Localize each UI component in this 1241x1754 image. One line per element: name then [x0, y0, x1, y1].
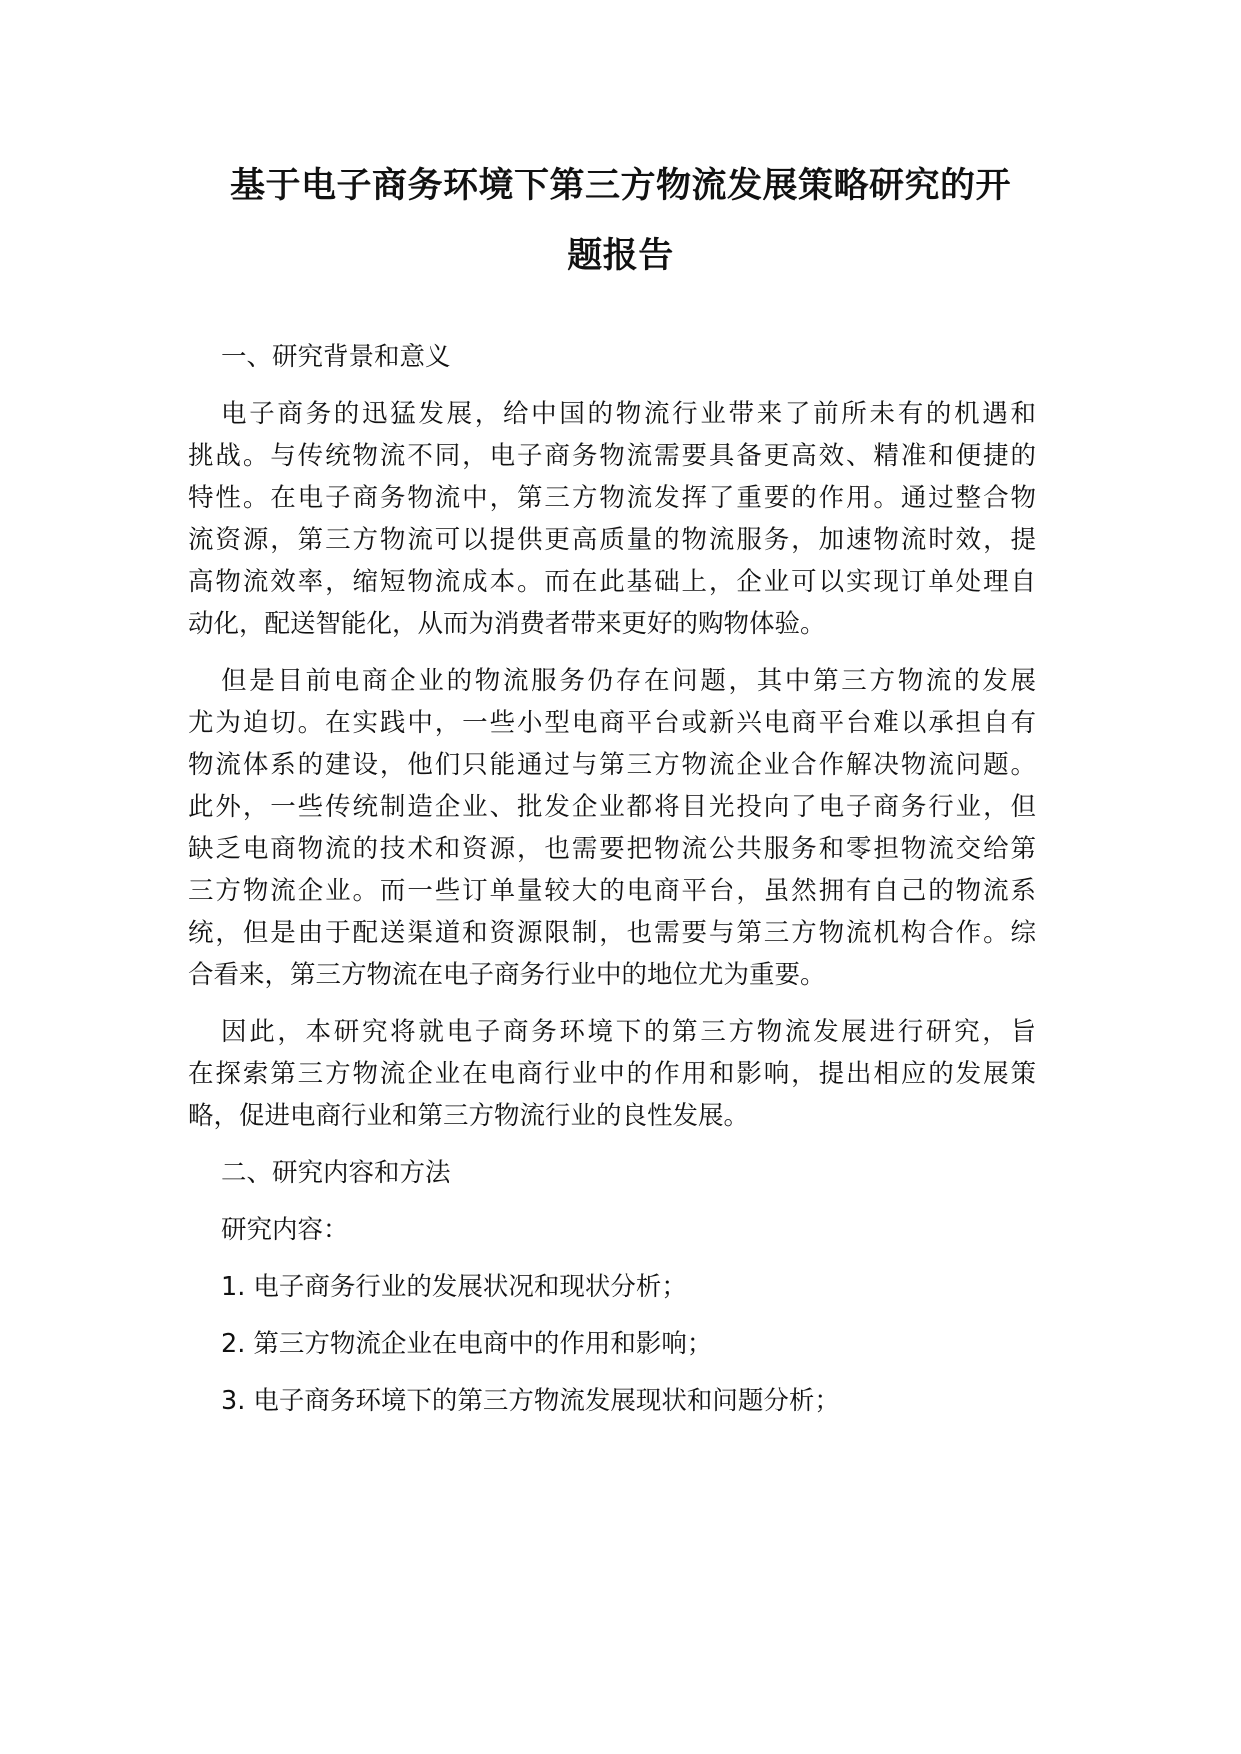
- paragraph-line: 因此，本研究将就电子商务环境下的第三方物流发展进行研究，旨: [221, 1017, 1036, 1047]
- list-item: 2. 第三方物流企业在电商中的作用和影响；: [221, 1329, 713, 1359]
- paragraph-line: 尤为迫切。在实践中，一些小型电商平台或新兴电商平台难以承担自有: [188, 708, 1036, 738]
- section-heading-methods: 二、研究内容和方法: [221, 1158, 451, 1188]
- paragraph-line: 三方物流企业。而一些订单量较大的电商平台，虽然拥有自己的物流系: [188, 876, 1036, 906]
- paragraph-line: 在探索第三方物流企业在电商行业中的作用和影响，提出相应的发展策: [188, 1059, 1036, 1089]
- paragraph-line: 高物流效率，缩短物流成本。而在此基础上，企业可以实现订单处理自: [188, 567, 1036, 597]
- document-title-line-1: 基于电子商务环境下第三方物流发展策略研究的开: [229, 166, 1011, 206]
- paragraph-line: 流资源，第三方物流可以提供更高质量的物流服务，加速物流时效，提: [188, 525, 1036, 555]
- list-item: 1. 电子商务行业的发展状况和现状分析；: [221, 1272, 687, 1302]
- content-label: 研究内容：: [221, 1215, 349, 1245]
- paragraph-line: 缺乏电商物流的技术和资源，也需要把物流公共服务和零担物流交给第: [188, 834, 1036, 864]
- paragraph-line: 统，但是由于配送渠道和资源限制，也需要与第三方物流机构合作。综: [188, 918, 1036, 948]
- paragraph-line: 电子商务的迅猛发展，给中国的物流行业带来了前所未有的机遇和: [221, 399, 1036, 429]
- section-heading-background: 一、研究背景和意义: [221, 342, 451, 372]
- paragraph-line: 物流体系的建设，他们只能通过与第三方物流企业合作解决物流问题。: [188, 750, 1036, 780]
- paragraph-line: 动化，配送智能化，从而为消费者带来更好的购物体验。: [188, 609, 826, 639]
- paragraph-line: 合看来，第三方物流在电子商务行业中的地位尤为重要。: [188, 960, 826, 990]
- paragraph-line: 略，促进电商行业和第三方物流行业的良性发展。: [188, 1101, 750, 1131]
- paragraph-line: 此外，一些传统制造企业、批发企业都将目光投向了电子商务行业，但: [188, 792, 1036, 822]
- list-item: 3. 电子商务环境下的第三方物流发展现状和问题分析；: [221, 1386, 840, 1416]
- paragraph-line: 挑战。与传统物流不同，电子商务物流需要具备更高效、精准和便捷的: [188, 441, 1036, 471]
- paragraph-line: 但是目前电商企业的物流服务仍存在问题，其中第三方物流的发展: [221, 666, 1036, 696]
- paragraph-line: 特性。在电子商务物流中，第三方物流发挥了重要的作用。通过整合物: [188, 483, 1036, 513]
- document-title-line-2: 题报告: [567, 236, 674, 276]
